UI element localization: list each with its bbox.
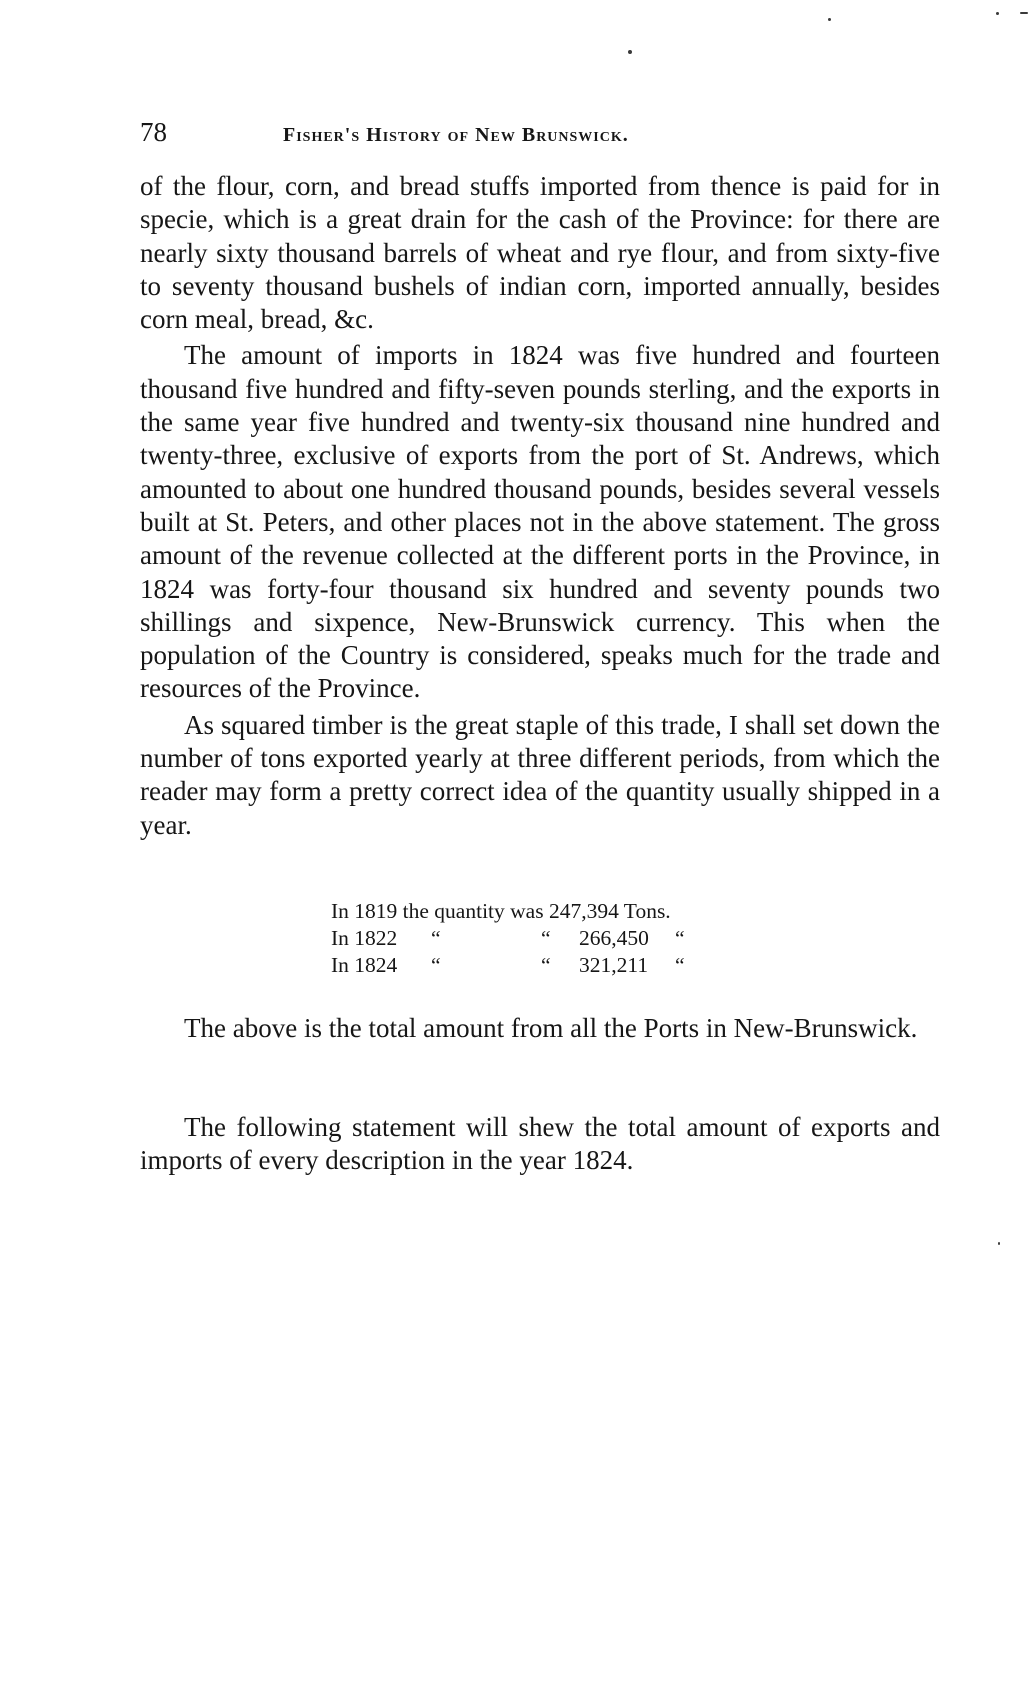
table-cell-year: In 1822	[331, 926, 398, 950]
table-row	[331, 952, 685, 979]
closing-paragraph: The following statement will shew the total amount of exports and imports of every description in the year 1824.	[140, 1112, 940, 1176]
table-cell-value: 321,211	[579, 953, 649, 977]
scan-speck	[628, 50, 632, 54]
table-cell-ditto: “	[675, 953, 685, 977]
running-head: Fisher's History of New Brunswick.	[283, 124, 629, 146]
scan-speck	[828, 18, 831, 21]
table-cell-ditto: “	[541, 926, 551, 950]
table-cell-value: 266,450	[579, 926, 649, 950]
table-cell-ditto: “	[431, 926, 441, 950]
table-cell-ditto: “	[675, 926, 685, 950]
scan-speck	[1020, 12, 1028, 14]
scan-speck	[996, 12, 999, 15]
paragraph: As squared timber is the great staple of this trade, I shall set down the number of tons exported yearly at three different periods, from which the reader may form a pretty correct idea of the quantity usually shipped in a year.	[140, 709, 940, 840]
table-cell-year: In 1824	[331, 953, 398, 977]
table-row	[331, 925, 685, 952]
paragraph: of the flour, corn, and bread stuffs imported from thence is paid for in specie, which is a great drain for the cash of the Province: for there are nearly sixty thousand barrels of wheat and rye flour, and from sixty-five to seventy thousand bushels of indian corn, imported annually, besides corn meal, bread, &c.	[140, 171, 940, 335]
table-first-row: In 1819 the quantity was 247,394 Tons.	[331, 899, 671, 923]
paragraph: The amount of imports in 1824 was five hundred and fourteen thousand five hundred and fifty-seven pounds sterling, and the exports in the same year five hundred and twenty-six thousand nine hundred and twenty-three, exclusive of exports from the port of St. Andrews, which amounted to about one hundred thousand pounds, besides several vessels built at St. Peters, and other places not in the above statement. The gross amount of the revenue collected at the different ports in the Province, in 1824 was forty-four thousand six hundred and seventy pounds two shillings and sixpence, New-Brunswick currency. This when the population of the Country is considered, speaks much for the trade and resources of the Province.	[140, 340, 940, 704]
body-text	[140, 170, 940, 845]
closing-paragraph: The above is the total amount from all the Ports in New-Brunswick.	[184, 1013, 918, 1043]
table-cell-ditto: “	[431, 953, 441, 977]
table-cell-ditto: “	[541, 953, 551, 977]
table-row	[331, 898, 685, 925]
timber-export-table	[331, 898, 685, 979]
page-header	[140, 112, 940, 152]
page-number: 78	[140, 117, 167, 147]
scan-speck	[998, 1242, 1000, 1245]
